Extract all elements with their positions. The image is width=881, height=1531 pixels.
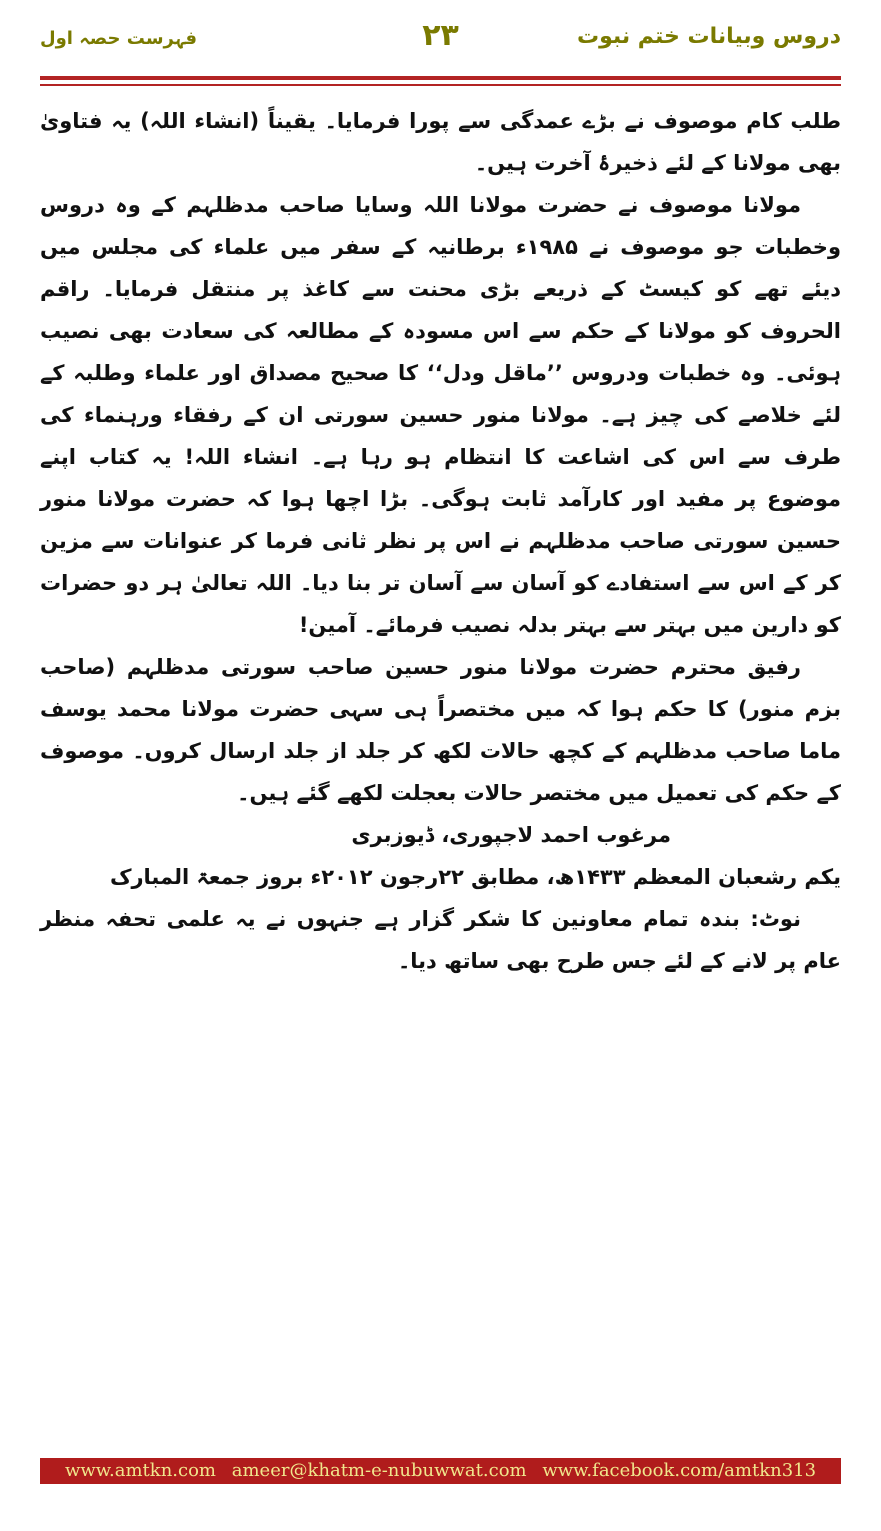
paragraph-continued: طلب کام موصوف نے بڑے عمدگی سے پورا فرمایا۔ یقیناً (انشاء اللہ) یہ فتاویٰ بھی مولانا کے لئے ذخیرۂ آخرت ہیں۔: [40, 109, 841, 175]
author-signature: مرغوب احمد لاجپوری، ڈیوزبری: [351, 823, 671, 847]
email-link[interactable]: ameer@khatm-e-nubuwwat.com: [231, 1460, 527, 1481]
section-title: فہرست حصہ اول: [40, 28, 198, 49]
page-body: [40, 100, 841, 982]
header-rule-thin: [40, 84, 841, 86]
date-line: یکم رشعبان المعظم ۱۴۳۳ھ، مطابق ۲۲رجون ۲۰۱۲ء بروز جمعۃ المبارک: [109, 865, 841, 889]
page-number: ۲۳: [422, 18, 459, 53]
header-rule-thick: [40, 76, 841, 80]
website-link[interactable]: www.amtkn.com: [64, 1460, 217, 1481]
page-footer: [40, 1458, 841, 1484]
paragraph-lectures: مولانا موصوف نے حضرت مولانا اللہ وسایا صاحب مدظلہم کے وہ دروس وخطبات جو موصوف نے ۱۹۸۵ء برطانیہ کے سفر میں علماء کی مجلس میں دیئے تھے کو کیسٹ کے ذریعے بڑی محنت سے کاغذ پر منتقل فرمایا۔ راقم الحروف کو مولانا کے حکم سے اس مسودہ کے مطالعہ کی سعادت بھی نصیب ہوئی۔ وہ خطبات ودروس ’’ماقل ودل‘‘ کا صحیح مصداق اور علماء وطلبہ کے لئے خلاصے کی چیز ہے۔ مولانا منور حسین سورتی ان کے رفقاء ورہنماء کی طرف سے اس کی اشاعت کا انتظام ہو رہا ہے۔ انشاء اللہ! یہ کتاب اپنے موضوع پر مفید اور کارآمد ثابت ہوگی۔ بڑا اچھا ہوا کہ حضرت مولانا منور حسین سورتی صاحب مدظلہم نے اس پر نظر ثانی فرما کر عنوانات سے مزین کر کے اس سے استفادے کو آسان سے آسان تر بنا دیا۔ اللہ تعالیٰ ہر دو حضرات کو دارین میں بہتر سے بہتر بدلہ نصیب فرمائے۔ آمین!: [40, 193, 841, 637]
paragraph-request: رفیق محترم حضرت مولانا منور حسین صاحب سورتی مدظلہم (صاحب بزم منور) کا حکم ہوا کہ میں مختصراً ہی سہی حضرت مولانا محمد یوسف ماما صاحب مدظلہم کے کچھ حالات لکھ کر جلد از جلد ارسال کروں۔ موصوف کے حکم کی تعمیل میں مختصر حالات بعجلت لکھے گئے ہیں۔: [40, 655, 841, 805]
book-title: دروس وبیانات ختم نبوت: [577, 24, 841, 49]
acknowledgement-note: نوٹ: بندہ تمام معاونین کا شکر گزار ہے جنہوں نے یہ علمی تحفہ منظر عام پر لانے کے لئے جس طرح بھی ساتھ دیا۔: [40, 907, 841, 973]
facebook-link[interactable]: www.facebook.com/amtkn313: [542, 1460, 817, 1481]
page-header: [40, 18, 841, 70]
